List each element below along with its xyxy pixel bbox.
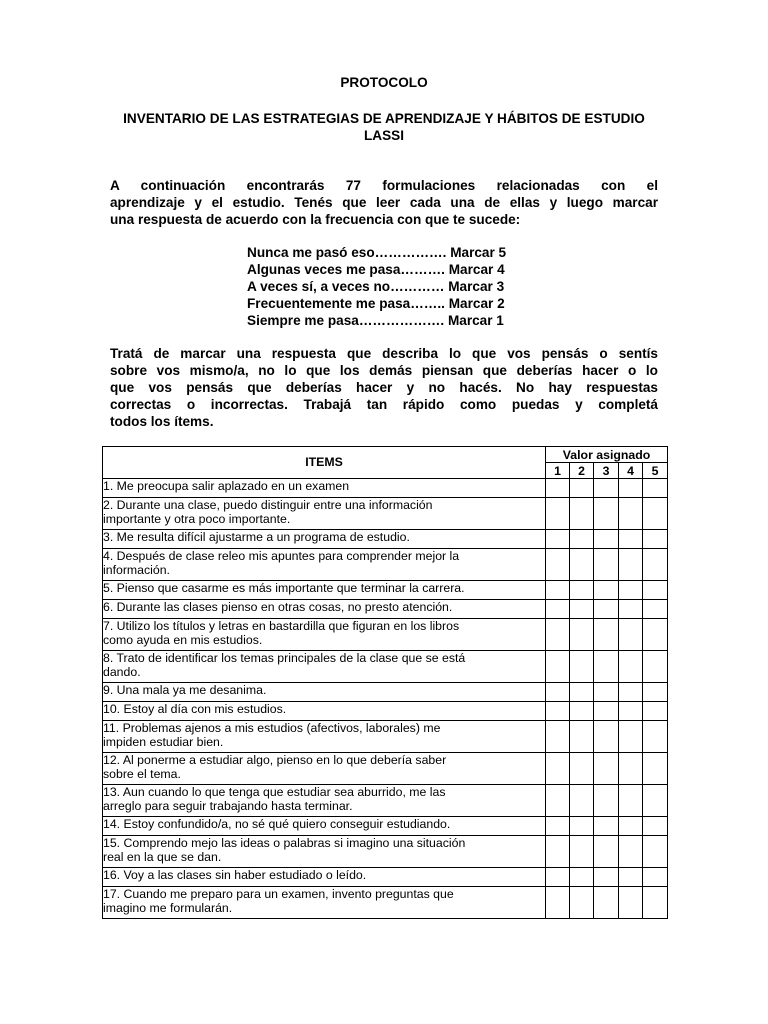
value-cell-1[interactable] (546, 549, 570, 581)
value-cell-5[interactable] (643, 836, 668, 868)
intro-line: aprendizaje y el estudio. Tenés que leer cada una de ellas y luego marcar (110, 195, 658, 210)
item-text (103, 785, 546, 817)
value-cell-1[interactable] (546, 619, 570, 651)
scale-option: Siempre me pasa………………. Marcar 1 (247, 313, 504, 328)
value-column-1: 1 (546, 463, 570, 479)
scale-option: Algunas veces me pasa………. Marcar 4 (247, 262, 505, 277)
item-text (103, 836, 546, 868)
table-row (103, 530, 668, 549)
value-cell-2[interactable] (570, 683, 594, 702)
value-cell-4[interactable] (619, 498, 643, 530)
value-column-3: 3 (594, 463, 619, 479)
item-text (103, 549, 546, 581)
value-cell-1[interactable] (546, 753, 570, 785)
item-text-line: 6. Durante las clases pienso en otras cosas, no presto atención. (103, 600, 453, 614)
value-cell-5[interactable] (643, 887, 668, 919)
value-cell-5[interactable] (643, 785, 668, 817)
value-cell-4[interactable] (619, 785, 643, 817)
value-cell-3[interactable] (594, 702, 619, 721)
table-row (103, 721, 668, 753)
item-text-line: impiden estudiar bien. (103, 735, 224, 750)
value-column-4: 4 (619, 463, 643, 479)
table-row (103, 651, 668, 683)
value-cell-5[interactable] (643, 581, 668, 600)
instructions-line: sobre vos mismo/a, no lo que los demás piensan que deberías hacer o lo (110, 363, 658, 378)
instructions-paragraph (110, 345, 658, 430)
value-cell-2[interactable] (570, 836, 594, 868)
items-body (103, 479, 668, 919)
item-text (103, 817, 546, 836)
value-cell-2[interactable] (570, 868, 594, 887)
value-cell-4[interactable] (619, 753, 643, 785)
value-column-5: 5 (643, 463, 668, 479)
value-cell-2[interactable] (570, 600, 594, 619)
value-cell-3[interactable] (594, 836, 619, 868)
item-text-line: 10. Estoy al día con mis estudios. (103, 702, 287, 716)
value-cell-3[interactable] (594, 753, 619, 785)
value-cell-3[interactable] (594, 817, 619, 836)
value-cell-1[interactable] (546, 498, 570, 530)
scale-option: Frecuentemente me pasa…….. Marcar 2 (247, 296, 505, 311)
item-text (103, 702, 546, 721)
value-cell-3[interactable] (594, 868, 619, 887)
table-row (103, 619, 668, 651)
value-cell-5[interactable] (643, 530, 668, 549)
item-text-line: 2. Durante una clase, puedo distinguir entre una información (103, 498, 433, 512)
instructions-line: que vos pensás que deberías hacer y no hacés. No hay respuestas (110, 380, 658, 395)
item-text-line: 17. Cuando me preparo para un examen, invento preguntas que (103, 887, 454, 901)
value-cell-5[interactable] (643, 479, 668, 498)
value-cell-4[interactable] (619, 549, 643, 581)
value-cell-3[interactable] (594, 479, 619, 498)
table-row (103, 887, 668, 919)
value-cell-1[interactable] (546, 600, 570, 619)
table-row (103, 868, 668, 887)
value-cell-2[interactable] (570, 887, 594, 919)
item-text-line: 5. Pienso que casarme es más importante que terminar la carrera. (103, 581, 465, 595)
table-row (103, 702, 668, 721)
item-text (103, 721, 546, 753)
value-cell-3[interactable] (594, 530, 619, 549)
item-text-line: 13. Aun cuando lo que tenga que estudiar sea aburrido, me las (103, 785, 446, 799)
item-text-line: arreglo para seguir trabajando hasta terminar. (103, 799, 353, 814)
item-text (103, 600, 546, 619)
value-cell-2[interactable] (570, 549, 594, 581)
value-cell-3[interactable] (594, 721, 619, 753)
value-cell-4[interactable] (619, 817, 643, 836)
value-cell-2[interactable] (570, 785, 594, 817)
item-text (103, 683, 546, 702)
intro-line: una respuesta de acuerdo con la frecuencia con que te sucede: (110, 212, 521, 227)
item-text (103, 479, 546, 498)
item-text-line: información. (103, 563, 170, 578)
item-text-line: 9. Una mala ya me desanima. (103, 683, 267, 697)
page-title: PROTOCOLO (340, 75, 428, 90)
table-row (103, 817, 668, 836)
value-cell-5[interactable] (643, 683, 668, 702)
item-text-line: 15. Comprendo mejo las ideas o palabras si imagino una situación (103, 836, 466, 850)
item-text (103, 887, 546, 919)
item-text-line: 7. Utilizo los títulos y letras en bastardilla que figuran en los libros (103, 619, 460, 633)
value-cell-4[interactable] (619, 581, 643, 600)
value-cell-2[interactable] (570, 619, 594, 651)
value-cell-5[interactable] (643, 600, 668, 619)
table-row (103, 479, 668, 498)
value-cell-2[interactable] (570, 702, 594, 721)
value-cell-4[interactable] (619, 836, 643, 868)
item-text-line: importante y otra poco importante. (103, 512, 291, 527)
value-cell-1[interactable] (546, 479, 570, 498)
value-cell-4[interactable] (619, 479, 643, 498)
value-cell-5[interactable] (643, 702, 668, 721)
value-cell-4[interactable] (619, 702, 643, 721)
item-text (103, 651, 546, 683)
value-cell-1[interactable] (546, 721, 570, 753)
intro-paragraph (110, 177, 658, 228)
value-cell-1[interactable] (546, 887, 570, 919)
item-text-line: 4. Después de clase releo mis apuntes para comprender mejor la (103, 549, 460, 563)
value-cell-4[interactable] (619, 651, 643, 683)
item-text-line: 16. Voy a las clases sin haber estudiado o leído. (103, 868, 367, 882)
value-cell-1[interactable] (546, 702, 570, 721)
value-cell-4[interactable] (619, 887, 643, 919)
value-cell-1[interactable] (546, 581, 570, 600)
item-text (103, 498, 546, 530)
value-cell-5[interactable] (643, 817, 668, 836)
value-cell-2[interactable] (570, 817, 594, 836)
item-text-line: dando. (103, 665, 141, 680)
table-row (103, 498, 668, 530)
value-cell-1[interactable] (546, 651, 570, 683)
value-cell-2[interactable] (570, 651, 594, 683)
value-cell-2[interactable] (570, 721, 594, 753)
value-cell-4[interactable] (619, 721, 643, 753)
value-cell-1[interactable] (546, 836, 570, 868)
instructions-line: correctas o incorrectas. Trabajá tan rápido como puedas y completá (110, 397, 658, 412)
value-cell-3[interactable] (594, 785, 619, 817)
value-cell-4[interactable] (619, 619, 643, 651)
value-cell-3[interactable] (594, 600, 619, 619)
value-cell-3[interactable] (594, 651, 619, 683)
value-cell-5[interactable] (643, 651, 668, 683)
item-text-line: 8. Trato de identificar los temas principales de la clase que se está (103, 651, 466, 665)
value-cell-4[interactable] (619, 530, 643, 549)
value-cell-5[interactable] (643, 721, 668, 753)
value-cell-2[interactable] (570, 753, 594, 785)
value-cell-3[interactable] (594, 619, 619, 651)
item-text (103, 581, 546, 600)
value-cell-2[interactable] (570, 530, 594, 549)
item-text (103, 753, 546, 785)
value-cell-1[interactable] (546, 530, 570, 549)
value-cell-4[interactable] (619, 868, 643, 887)
response-scale (247, 244, 506, 329)
item-text-line: real en la que se dan. (103, 850, 222, 865)
value-cell-3[interactable] (594, 887, 619, 919)
page-subtitle: INVENTARIO DE LAS ESTRATEGIAS DE APRENDIZAJE Y HÁBITOS DE ESTUDIO LASSI (123, 111, 645, 143)
item-text (103, 868, 546, 887)
value-cell-3[interactable] (594, 549, 619, 581)
table-row (103, 836, 668, 868)
table-row (103, 581, 668, 600)
items-header: ITEMS (103, 447, 546, 479)
table-row (103, 683, 668, 702)
item-text (103, 619, 546, 651)
value-cell-2[interactable] (570, 498, 594, 530)
scale-option: Nunca me pasó eso……………. Marcar 5 (247, 245, 507, 260)
value-cell-2[interactable] (570, 479, 594, 498)
value-header: Valor asignado (546, 447, 668, 463)
scale-option: A veces sí, a veces no………… Marcar 3 (247, 279, 505, 294)
item-text-line: 14. Estoy confundido/a, no sé qué quiero conseguir estudiando. (103, 817, 451, 831)
value-cell-2[interactable] (570, 581, 594, 600)
value-cell-5[interactable] (643, 498, 668, 530)
value-cell-3[interactable] (594, 498, 619, 530)
table-row (103, 549, 668, 581)
value-cell-3[interactable] (594, 581, 619, 600)
value-cell-5[interactable] (643, 619, 668, 651)
intro-line: A continuación encontrarás 77 formulaciones relacionadas con el (110, 178, 658, 193)
table-row (103, 785, 668, 817)
table-row (103, 600, 668, 619)
value-cell-1[interactable] (546, 785, 570, 817)
item-text-line: 12. Al ponerme a estudiar algo, pienso en lo que debería saber (103, 753, 447, 767)
value-column-2: 2 (570, 463, 594, 479)
item-text-line: imagino me formularán. (103, 901, 233, 916)
value-cell-1[interactable] (546, 817, 570, 836)
item-text-line: 11. Problemas ajenos a mis estudios (afectivos, laborales) me (103, 721, 441, 735)
value-cell-5[interactable] (643, 753, 668, 785)
value-cell-5[interactable] (643, 868, 668, 887)
value-cell-4[interactable] (619, 600, 643, 619)
instructions-line: Tratá de marcar una respuesta que describa lo que vos pensás o sentís (110, 346, 658, 361)
value-cell-4[interactable] (619, 683, 643, 702)
item-text-line: como ayuda en mis estudios. (103, 633, 263, 648)
value-cell-1[interactable] (546, 868, 570, 887)
item-text-line: sobre el tema. (103, 767, 181, 782)
item-text-line: 3. Me resulta difícil ajustarme a un programa de estudio. (103, 530, 410, 544)
item-text (103, 530, 546, 549)
value-cell-3[interactable] (594, 683, 619, 702)
instructions-line: todos los ítems. (110, 414, 214, 429)
inventory-table (102, 446, 668, 919)
table-row (103, 753, 668, 785)
value-cell-1[interactable] (546, 683, 570, 702)
value-cell-5[interactable] (643, 549, 668, 581)
item-text-line: 1. Me preocupa salir aplazado en un examen (103, 479, 350, 493)
